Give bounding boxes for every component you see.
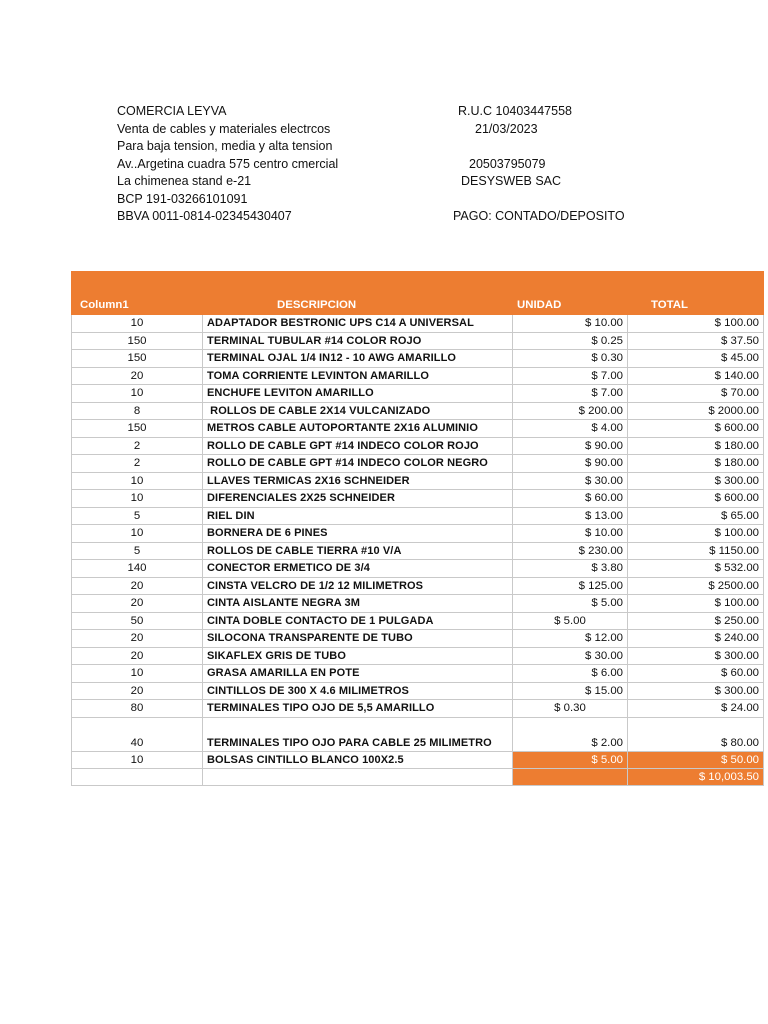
row-total: $ 2500.00	[628, 577, 764, 595]
row-total: $ 100.00	[628, 525, 764, 543]
grand-total: $ 10,003.50	[628, 769, 764, 786]
row-qty: 20	[72, 367, 203, 385]
col-header-total: TOTAL	[628, 272, 764, 315]
row-unit: $ 7.00	[513, 385, 628, 403]
row-total: $ 60.00	[628, 665, 764, 683]
row-desc: TERMINALES TIPO OJO DE 5,5 AMARILLO	[203, 700, 513, 718]
row-qty: 5	[72, 507, 203, 525]
row-desc: TERMINALES TIPO OJO PARA CABLE 25 MILIMETRO	[203, 717, 513, 751]
row-unit: $ 2.00	[513, 717, 628, 751]
row-qty: 10	[72, 385, 203, 403]
table-row	[72, 577, 764, 595]
row-total: $ 250.00	[628, 612, 764, 630]
row-total: $ 300.00	[628, 472, 764, 490]
row-total: $ 180.00	[628, 455, 764, 473]
items-table	[71, 271, 764, 786]
company-stand: La chimenea stand e-21	[117, 174, 252, 188]
row-unit: $ 200.00	[513, 402, 628, 420]
table-row	[72, 315, 764, 333]
ruc: R.U.C 10403447558	[458, 104, 572, 118]
row-total: $ 70.00	[628, 385, 764, 403]
row-qty: 10	[72, 525, 203, 543]
row-unit: $ 230.00	[513, 542, 628, 560]
row-unit: $ 10.00	[513, 525, 628, 543]
row-qty: 20	[72, 577, 203, 595]
grand-total-row	[72, 769, 764, 786]
row-desc: ENCHUFE LEVITON AMARILLO	[203, 385, 513, 403]
row-desc: CINTA AISLANTE NEGRA 3M	[203, 595, 513, 613]
row-qty: 10	[72, 315, 203, 333]
row-total: $ 300.00	[628, 682, 764, 700]
invoice-meta	[453, 103, 630, 226]
row-qty: 80	[72, 700, 203, 718]
row-unit: $ 3.80	[513, 560, 628, 578]
row-unit: $ 0.30	[513, 350, 628, 368]
row-qty: 140	[72, 560, 203, 578]
company-address: Av..Argetina cuadra 575 centro cmercial	[117, 156, 339, 171]
table-row	[72, 420, 764, 438]
row-total: $ 300.00	[628, 647, 764, 665]
row-qty: 20	[72, 682, 203, 700]
table-row	[72, 560, 764, 578]
row-desc: CINTILLOS DE 300 X 4.6 MILIMETROS	[203, 682, 513, 700]
table-row	[72, 665, 764, 683]
company-tagline: Venta de cables y materiales electrcos	[117, 121, 331, 136]
row-qty: 20	[72, 595, 203, 613]
row-qty: 5	[72, 542, 203, 560]
row-desc: METROS CABLE AUTOPORTANTE 2X16 ALUMINIO	[203, 420, 513, 438]
row-qty: 50	[72, 612, 203, 630]
row-qty: 20	[72, 647, 203, 665]
table-row	[72, 700, 764, 718]
table-row	[72, 542, 764, 560]
company-info	[117, 103, 338, 226]
row-qty: 150	[72, 332, 203, 350]
row-unit: $ 7.00	[513, 367, 628, 385]
client-id: 20503795079	[469, 156, 546, 171]
row-desc: ROLLOS DE CABLE 2X14 VULCANIZADO	[203, 402, 513, 420]
table-row	[72, 507, 764, 525]
table-row	[72, 630, 764, 648]
row-unit: $ 5.00	[513, 595, 628, 613]
row-unit: $ 0.30	[513, 700, 628, 718]
row-unit: $ 10.00	[513, 315, 628, 333]
row-desc: TERMINAL TUBULAR #14 COLOR ROJO	[203, 332, 513, 350]
row-unit: $ 60.00	[513, 490, 628, 508]
company-name: COMERCIA LEYVA	[117, 104, 227, 118]
row-unit: $ 5.00	[513, 751, 628, 769]
row-unit: $ 0.25	[513, 332, 628, 350]
row-total: $ 50.00	[628, 751, 764, 769]
row-qty: 150	[72, 350, 203, 368]
row-total: $ 532.00	[628, 560, 764, 578]
table-row	[72, 367, 764, 385]
table-row	[72, 402, 764, 420]
row-total: $ 100.00	[628, 595, 764, 613]
table-row	[72, 595, 764, 613]
row-desc: LLAVES TERMICAS 2X16 SCHNEIDER	[203, 472, 513, 490]
col-header-qty: Column1	[72, 272, 203, 315]
table-header-row	[72, 272, 764, 315]
row-total: $ 45.00	[628, 350, 764, 368]
row-unit: $ 90.00	[513, 437, 628, 455]
row-total: $ 140.00	[628, 367, 764, 385]
row-unit: $ 30.00	[513, 472, 628, 490]
row-qty: 40	[72, 717, 203, 751]
row-total: $ 180.00	[628, 437, 764, 455]
row-qty: 10	[72, 472, 203, 490]
row-desc: CONECTOR ERMETICO DE 3/4	[203, 560, 513, 578]
row-desc: BORNERA DE 6 PINES	[203, 525, 513, 543]
row-unit: $ 15.00	[513, 682, 628, 700]
row-desc: DIFERENCIALES 2X25 SCHNEIDER	[203, 490, 513, 508]
table-row	[72, 455, 764, 473]
payment-terms: PAGO: CONTADO/DEPOSITO	[453, 209, 625, 223]
col-header-desc: DESCRIPCION	[203, 272, 513, 315]
table-row	[72, 332, 764, 350]
table-row	[72, 490, 764, 508]
row-total: $ 600.00	[628, 420, 764, 438]
row-desc: ADAPTADOR BESTRONIC UPS C14 A UNIVERSAL	[203, 315, 513, 333]
row-total: $ 2000.00	[628, 402, 764, 420]
row-total: $ 65.00	[628, 507, 764, 525]
bank-bbva: BBVA 0011-0814-02345430407	[117, 209, 292, 223]
table-row	[72, 525, 764, 543]
row-unit: $ 30.00	[513, 647, 628, 665]
row-total: $ 240.00	[628, 630, 764, 648]
row-qty: 10	[72, 490, 203, 508]
row-total: $ 100.00	[628, 315, 764, 333]
row-desc: RIEL DIN	[203, 507, 513, 525]
row-qty: 150	[72, 420, 203, 438]
row-desc: CINSTA VELCRO DE 1/2 12 MILIMETROS	[203, 577, 513, 595]
table-row	[72, 612, 764, 630]
row-qty: 2	[72, 437, 203, 455]
row-desc: SIKAFLEX GRIS DE TUBO	[203, 647, 513, 665]
row-desc: TOMA CORRIENTE LEVINTON AMARILLO	[203, 367, 513, 385]
table-row	[72, 682, 764, 700]
row-unit: $ 90.00	[513, 455, 628, 473]
empty-cell	[72, 769, 203, 786]
row-qty: 8	[72, 402, 203, 420]
row-desc: ROLLO DE CABLE GPT #14 INDECO COLOR ROJO	[203, 437, 513, 455]
table-row	[72, 350, 764, 368]
row-total: $ 80.00	[628, 717, 764, 751]
row-unit: $ 4.00	[513, 420, 628, 438]
row-unit: $ 125.00	[513, 577, 628, 595]
row-desc: ROLLOS DE CABLE TIERRA #10 V/A	[203, 542, 513, 560]
row-total: $ 1150.00	[628, 542, 764, 560]
row-unit: $ 6.00	[513, 665, 628, 683]
row-unit: $ 13.00	[513, 507, 628, 525]
row-desc: CINTA DOBLE CONTACTO DE 1 PULGADA	[203, 612, 513, 630]
row-desc: GRASA AMARILLA EN POTE	[203, 665, 513, 683]
col-header-unit: UNIDAD	[513, 272, 628, 315]
table-row	[72, 647, 764, 665]
table-row	[72, 385, 764, 403]
row-qty: 20	[72, 630, 203, 648]
row-desc: SILOCONA TRANSPARENTE DE TUBO	[203, 630, 513, 648]
empty-cell	[513, 769, 628, 786]
table-row	[72, 437, 764, 455]
client-name: DESYSWEB SAC	[461, 174, 562, 188]
bank-bcp: BCP 191-03266101091	[117, 191, 248, 206]
row-total: $ 37.50	[628, 332, 764, 350]
row-desc: ROLLO DE CABLE GPT #14 INDECO COLOR NEGRO	[203, 455, 513, 473]
row-qty: 10	[72, 751, 203, 769]
row-desc: BOLSAS CINTILLO BLANCO 100X2.5	[203, 751, 513, 769]
table-row	[72, 472, 764, 490]
row-desc: TERMINAL OJAL 1/4 IN12 - 10 AWG AMARILLO	[203, 350, 513, 368]
empty-cell	[203, 769, 513, 786]
table-row	[72, 717, 764, 751]
invoice-date: 21/03/2023	[475, 121, 538, 136]
row-qty: 10	[72, 665, 203, 683]
row-qty: 2	[72, 455, 203, 473]
row-total: $ 24.00	[628, 700, 764, 718]
row-unit: $ 5.00	[513, 612, 628, 630]
row-unit: $ 12.00	[513, 630, 628, 648]
table-row	[72, 751, 764, 769]
row-total: $ 600.00	[628, 490, 764, 508]
company-subtitle: Para baja tension, media y alta tension	[117, 139, 333, 153]
